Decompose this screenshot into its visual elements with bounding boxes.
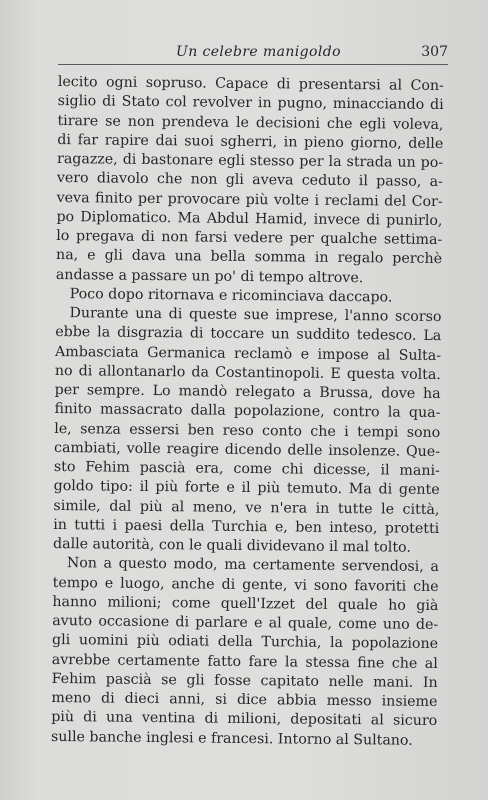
text-line: Durante una di queste sue imprese, l'anno scorso (69, 305, 442, 326)
text-line: in tutti i paesi della Turchia e, ben inteso, protetti (53, 516, 440, 537)
text-line: hanno milioni; come quell'Izzet del quale ho già (52, 593, 439, 614)
text-line: più di una ventina di milioni, depositati al sicuro (51, 709, 438, 730)
text-line: andasse a passare un po' di tempo altrove. (55, 266, 364, 286)
text-line: ebbe la disgrazia di toccare un suddito tedesco. La (55, 324, 442, 345)
text-line: avrebbe certamente fatto fare la stessa fine che al (51, 651, 438, 672)
text-line: vero diavolo che non gli aveva ceduto il passo, a- (56, 170, 443, 191)
text-line: Ambasciata Germanica reclamò e impose al Sulta- (54, 343, 442, 364)
text-line: tirare se non prendeva le decisioni che egli voleva, (57, 112, 444, 133)
page-number: 307 (421, 44, 448, 60)
text-line: goldo tipo: il più forte e il più temuto. Ma di gente (53, 478, 440, 499)
text-line: Fehim pascià se gli fosse capitato nelle mani. In (51, 670, 438, 691)
text-line: le, senza essersi ben reso conto che i tempi sono (54, 420, 441, 441)
text-line: gli uomini più odiati della Turchia, la popolazione (51, 632, 439, 653)
text-line: sulle banche inglesi e francesi. Intorno al Sultano. (50, 728, 413, 749)
body-text (51, 73, 444, 751)
header-rule (58, 64, 448, 65)
text-line: Non a questo modo, ma certamente servendosi, a (66, 555, 439, 576)
text-line: simile, dal più al meno, ve n'era in tutte le città, (53, 497, 440, 518)
text-line: na, e gli dava una bella somma in regalo perchè (56, 247, 443, 268)
paragraph (56, 73, 444, 289)
text-line: po Diplomatico. Ma Abdul Hamid, invece di punirlo, (56, 208, 443, 229)
text-line: meno di dieci anni, si dice abbia messo insieme (51, 689, 438, 711)
paragraph (53, 304, 442, 558)
text-line: ragazze, di bastonare egli stesso per la strada un po- (57, 150, 444, 172)
page-header (58, 44, 448, 66)
text-line: finito massacrato dalla popolazione, contro la qua- (54, 401, 441, 422)
text-line: avuto occasione di parlare e al quale, come uno de- (52, 612, 439, 634)
text-line: lecito ogni sopruso. Capace di presentarsi al Con- (57, 73, 444, 95)
text-line: di far rapire dai suoi sgherri, in pieno giorno, delle (57, 131, 444, 152)
text-line: no di allontanarlo da Costantinopoli. E questa volta. (54, 362, 441, 383)
text-line: veva finito per provocare più volte i reclami del Cor- (56, 189, 443, 210)
text-line: Poco dopo ritornava e ricominciava daccapo. (69, 285, 393, 306)
text-line: siglio di Stato col revolver in pugno, minacciando di (57, 93, 444, 114)
paragraph (51, 554, 439, 751)
text-line: lo pregava di non farsi vedere per qualche settima- (56, 227, 443, 249)
text-line: dalle autorità, con le quali dividevano il mal tolto. (52, 535, 411, 556)
text-line: per sempre. Lo mandò relegato a Brussa, dove ha (54, 381, 441, 403)
text-line: tempo e luogo, anche di gente, vi sono favoriti che (52, 574, 439, 595)
text-line: cambiati, volle reagire dicendo delle insolenze. Que- (53, 439, 441, 460)
text-line: sto Fehim pascià era, come chi dicesse, il mani- (53, 458, 440, 480)
running-title: Un celebre manigoldo (176, 44, 341, 60)
